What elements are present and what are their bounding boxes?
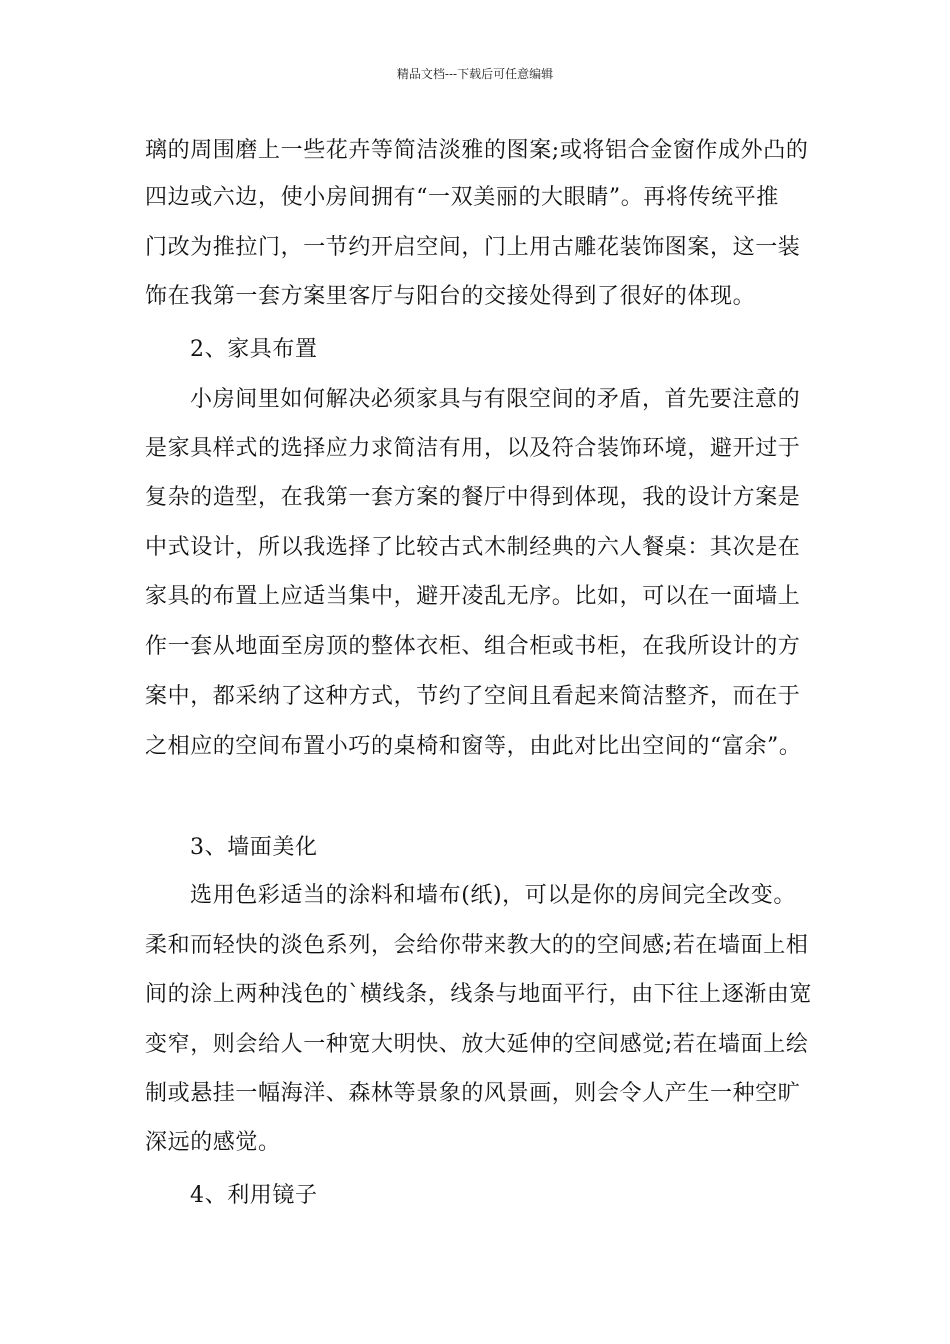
body-text-line: 案中，都采纳了这种方式，节约了空间且看起来简洁整齐，而在于: [145, 684, 801, 709]
page-header: 精品文档---下载后可任意编辑: [396, 67, 554, 81]
body-text-line: 饰在我第一套方案里客厅与阳台的交接处得到了很好的体现。: [145, 284, 756, 309]
section-heading-furniture: 2、家具布置: [190, 337, 318, 362]
body-text-line: 变窄，则会给人一种宽大明快、放大延伸的空间感觉;若在墙面上绘: [145, 1032, 809, 1057]
body-text-line: 中式设计，所以我选择了比较古式木制经典的六人餐桌：其次是在: [145, 535, 801, 560]
body-text-line: 是家具样式的选择应力求简洁有用，以及符合装饰环境，避开过于: [145, 436, 801, 461]
body-text-line: 深远的感觉。: [145, 1130, 281, 1155]
body-text-line: 作一套从地面至房顶的整体衣柜、组合柜或书柜，在我所设计的方: [145, 634, 801, 659]
section-heading-walls: 3、墙面美化: [190, 835, 318, 860]
body-text-line: 四边或六边，使小房间拥有“一双美丽的大眼睛”。再将传统平推: [145, 185, 779, 210]
body-text-line: 制或悬挂一幅海洋、森林等景象的风景画，则会令人产生一种空旷: [145, 1081, 801, 1106]
body-text-line: 复杂的造型，在我第一套方案的餐厅中得到体现，我的设计方案是: [145, 485, 801, 510]
body-text-line: 间的涂上两种浅色的`横线条，线条与地面平行，由下往上逐渐由宽: [145, 982, 813, 1007]
body-text-line: 门改为推拉门，一节约开启空间，门上用古雕花装饰图案，这一装: [145, 235, 801, 260]
section-heading-mirrors: 4、利用镜子: [190, 1183, 318, 1208]
body-text-line: 璃的周围磨上一些花卉等简洁淡雅的图案;或将铝合金窗作成外凸的: [145, 138, 809, 163]
body-text-line: 选用色彩适当的涂料和墙布(纸)，可以是你的房间完全改变。: [190, 883, 796, 908]
body-text-line: 家具的布置上应适当集中，避开凌乱无序。比如，可以在一面墙上: [145, 584, 801, 609]
body-text-line: 柔和而轻快的淡色系列，会给你带来教大的的空间感;若在墙面上相: [145, 933, 809, 958]
body-text-line: 小房间里如何解决必须家具与有限空间的矛盾，首先要注意的: [190, 387, 801, 412]
body-text-line: 之相应的空间布置小巧的桌椅和窗等，由此对比出空间的“富余”。: [145, 734, 802, 759]
